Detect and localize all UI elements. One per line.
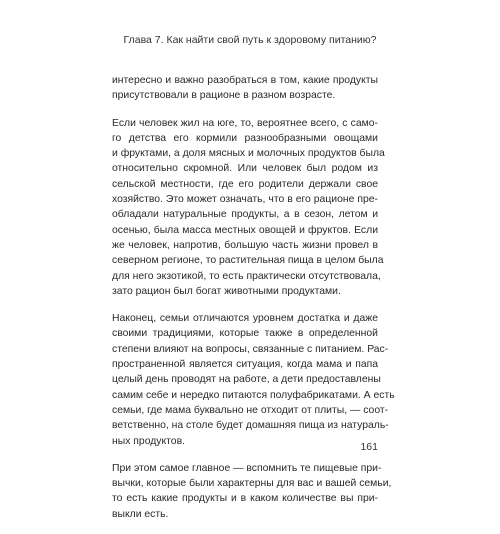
text-line: интересно и важно разобраться в том, какие продукты <box>112 75 378 86</box>
text-line: же человек, напротив, большую часть жизни провел в <box>112 239 378 251</box>
text-line: При этом самое главное — вспомнить те пищевые при- <box>112 462 382 474</box>
text-line: относительно скромной. Или человек был родом из <box>112 163 378 175</box>
paragraph-1 <box>112 73 378 104</box>
text-line: Если человек жил на юге, то, вероятнее всего, с само- <box>112 117 378 129</box>
text-line: степени влияют на вопросы, связанные с питанием. Рас- <box>112 343 389 355</box>
text-line: ных продуктов. <box>112 435 185 447</box>
paragraph-4 <box>112 461 392 522</box>
text-line: своими традициями, которые также в определенной <box>112 328 378 340</box>
text-line: Наконец, семьи отличаются уровнем достатка и даже <box>112 313 378 325</box>
paragraph-2 <box>112 116 385 300</box>
text-line: присутствовали в рационе в разном возрасте. <box>112 90 336 102</box>
text-line: самим себе и нередко питаются полуфабрикатами. А есть <box>112 389 395 401</box>
text-line: северном регионе, то растительная пища в целом была <box>112 255 384 267</box>
body-text <box>112 73 395 534</box>
text-line: хозяйство. Это может означать, что в его рационе пре- <box>112 194 378 206</box>
text-line: го детства его кормили разнообразными овощами <box>112 132 378 144</box>
paragraph-3 <box>112 311 395 449</box>
text-line: вычки, которые были характерны для вас и вашей семьи, <box>112 478 392 490</box>
page-number: 161 <box>360 441 378 453</box>
text-line: то есть какие продукты и в каком количестве вы при- <box>112 493 378 505</box>
text-line: целый день проводят на работе, а дети предоставлены <box>112 374 381 386</box>
text-line: пространенной является ситуация, когда мама и папа <box>112 359 378 371</box>
text-line: зато рацион был богат животными продуктами. <box>112 285 341 297</box>
text-line: семьи, где мама буквально не отходит от плиты, — соот- <box>112 404 389 416</box>
text-line: обладали натуральные продукты, а в сезон, летом и <box>112 209 378 221</box>
text-line: осенью, была масса местных овощей и фруктов. Если <box>112 224 378 236</box>
text-line: для него экзотикой, то есть практически отсутствовала, <box>112 270 381 282</box>
text-line: выкли есть. <box>112 508 169 520</box>
text-line: ветственно, на столе будет домашняя пища из натураль- <box>112 420 389 432</box>
text-line: сельской местности, где его родители держали свое <box>112 178 378 190</box>
running-head: Глава 7. Как найти свой путь к здоровому питанию? <box>123 34 377 46</box>
text-line: и фруктами, а доля мясных и молочных продуктов была <box>112 148 385 160</box>
